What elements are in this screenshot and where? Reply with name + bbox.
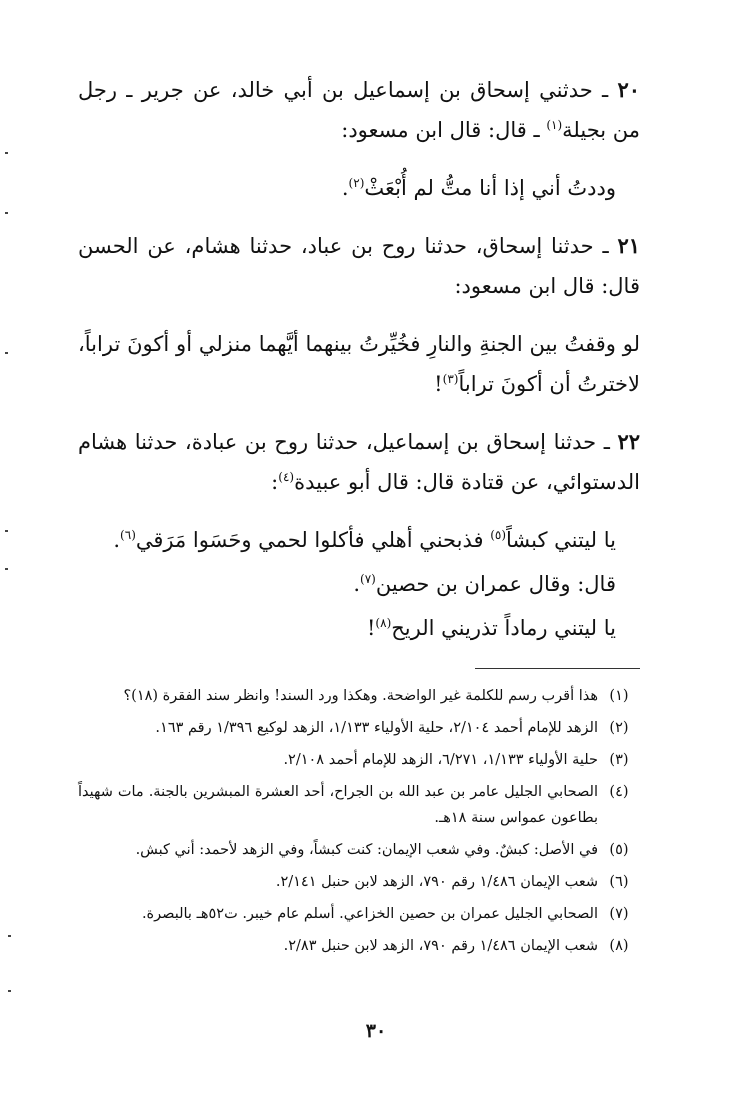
entry-22-speaker [78, 564, 640, 604]
quote-text: يا ليتني كبشاً [506, 528, 616, 552]
footnote-text: هذا أقرب رسم للكلمة غير الواضحة. وهكذا ورد السند! وانظر سند الفقرة (١٨)؟ [123, 688, 598, 704]
footnote-ref[interactable]: (٧) [360, 572, 376, 586]
footnote-ref[interactable]: (٦) [120, 528, 136, 542]
footnote-ref[interactable]: (٢) [348, 176, 365, 190]
scan-speck [8, 935, 11, 937]
speaker-text: قال: وقال عمران بن حصين [375, 572, 616, 596]
footnote-number: (٣) [609, 752, 629, 768]
entry-22-quote-a [78, 520, 640, 560]
footnote-item [78, 901, 640, 927]
entry-22-quote-b [78, 608, 640, 648]
entry-20-quote [78, 168, 640, 208]
isnad-text: ـ حدثني إسحاق بن إسماعيل بن أبي خالد، عن جرير ـ رجل من بجيلة [78, 78, 640, 142]
footnote-text: الصحابي الجليل عامر بن عبد الله بن الجراح، أحد العشرة المبشرين بالجنة. مات شهيداً بطاعون عمواس سنة ١٨هـ. [78, 784, 598, 826]
footnote-text: شعب الإيمان ١/٤٨٦ رقم ٧٩٠، الزهد لابن حنبل ٢/٨٣. [283, 938, 598, 954]
quote-text: وددتُ أني إذا أنا متُّ لم أُبْعَثْ [364, 176, 616, 200]
footnote-item [78, 933, 640, 959]
footnote-ref[interactable]: (٨) [375, 616, 392, 630]
isnad-tail: : [271, 470, 279, 494]
scan-speck [5, 352, 8, 354]
footnote-ref[interactable]: (٣) [442, 372, 459, 386]
entry-22-isnad [78, 422, 640, 502]
footnote-number: (٢) [609, 720, 629, 736]
footnote-text: الزهد للإمام أحمد ٢/١٠٤، حلية الأولياء ١/١٣٣، الزهد لوكيع ١/٣٩٦ رقم ١٦٣. [155, 720, 598, 736]
footnote-item [78, 747, 640, 773]
entry-number: ٢١ [617, 233, 640, 258]
footnote-number: (١) [609, 688, 629, 704]
quote-text: لو وقفتُ بين الجنةِ والنارِ فخُيِّرتُ بينهما أيَّهما منزلي أو أكونَ تراباً، لاخترتُ أن أكونَ تراباً [78, 332, 640, 396]
entry-21-quote [78, 324, 640, 404]
isnad-text: ـ حدثنا إسحاق، حدثنا روح بن عباد، حدثنا هشام، عن الحسن قال: قال ابن مسعود: [78, 234, 640, 298]
footnotes [78, 683, 640, 959]
footnote-item [78, 715, 640, 741]
quote-end: ! [366, 616, 376, 640]
footnote-number: (٥) [609, 842, 629, 858]
isnad-text: ـ حدثنا إسحاق بن إسماعيل، حدثنا روح بن عبادة، حدثنا هشام الدستوائي، عن قتادة قال: قال أبو عبيدة [78, 430, 640, 494]
quote-text: فذبحني أهلي فأكلوا لحمي وحَسَوا مَرَقي [135, 528, 491, 552]
scan-speck [5, 568, 8, 570]
footnote-item [78, 683, 640, 709]
quote-end: . [341, 176, 349, 200]
footnote-ref[interactable]: (١) [546, 118, 563, 132]
footnote-item [78, 837, 640, 863]
footnote-item [78, 779, 640, 831]
scan-speck [5, 152, 8, 154]
footnote-number: (٦) [609, 874, 629, 890]
quote-end: ! [434, 372, 443, 396]
footnote-number: (٤) [609, 784, 629, 800]
footnote-ref[interactable]: (٤) [278, 470, 295, 484]
quote-end: . [353, 572, 360, 596]
scan-speck [5, 212, 8, 214]
quote-text: يا ليتني رماداً تذريني الريح [391, 616, 616, 640]
footnote-divider [475, 668, 640, 669]
footnote-number: (٨) [609, 938, 629, 954]
footnote-text: حلية الأولياء ١/١٣٣، ٦/٢٧١، الزهد للإمام أحمد ٢/١٠٨. [283, 752, 598, 768]
quote-end: . [113, 528, 121, 552]
page-number: ٣٠ [365, 1020, 387, 1042]
entry-20-isnad [78, 70, 640, 150]
footnote-text: في الأصل: كبشٌ. وفي شعب الإيمان: كنت كبشاً، وفي الزهد لأحمد: أني كبش. [135, 842, 598, 858]
isnad-tail: ـ قال: قال ابن مسعود: [341, 118, 547, 142]
entry-21-isnad [78, 226, 640, 306]
footnote-text: الصحابي الجليل عمران بن حصين الخزاعي. أسلم عام خيبر. ت٥٢هـ بالبصرة. [141, 906, 598, 922]
footnote-item [78, 869, 640, 895]
footnote-text: شعب الإيمان ١/٤٨٦ رقم ٧٩٠، الزهد لابن حنبل ٢/١٤١. [275, 874, 598, 890]
entry-number: ٢٢ [617, 429, 640, 454]
page-body [78, 70, 640, 965]
scan-speck [8, 990, 11, 992]
entry-number: ٢٠ [617, 77, 640, 102]
footnote-ref[interactable]: (٥) [490, 528, 507, 542]
scan-speck [5, 530, 8, 532]
footnote-number: (٧) [609, 906, 629, 922]
